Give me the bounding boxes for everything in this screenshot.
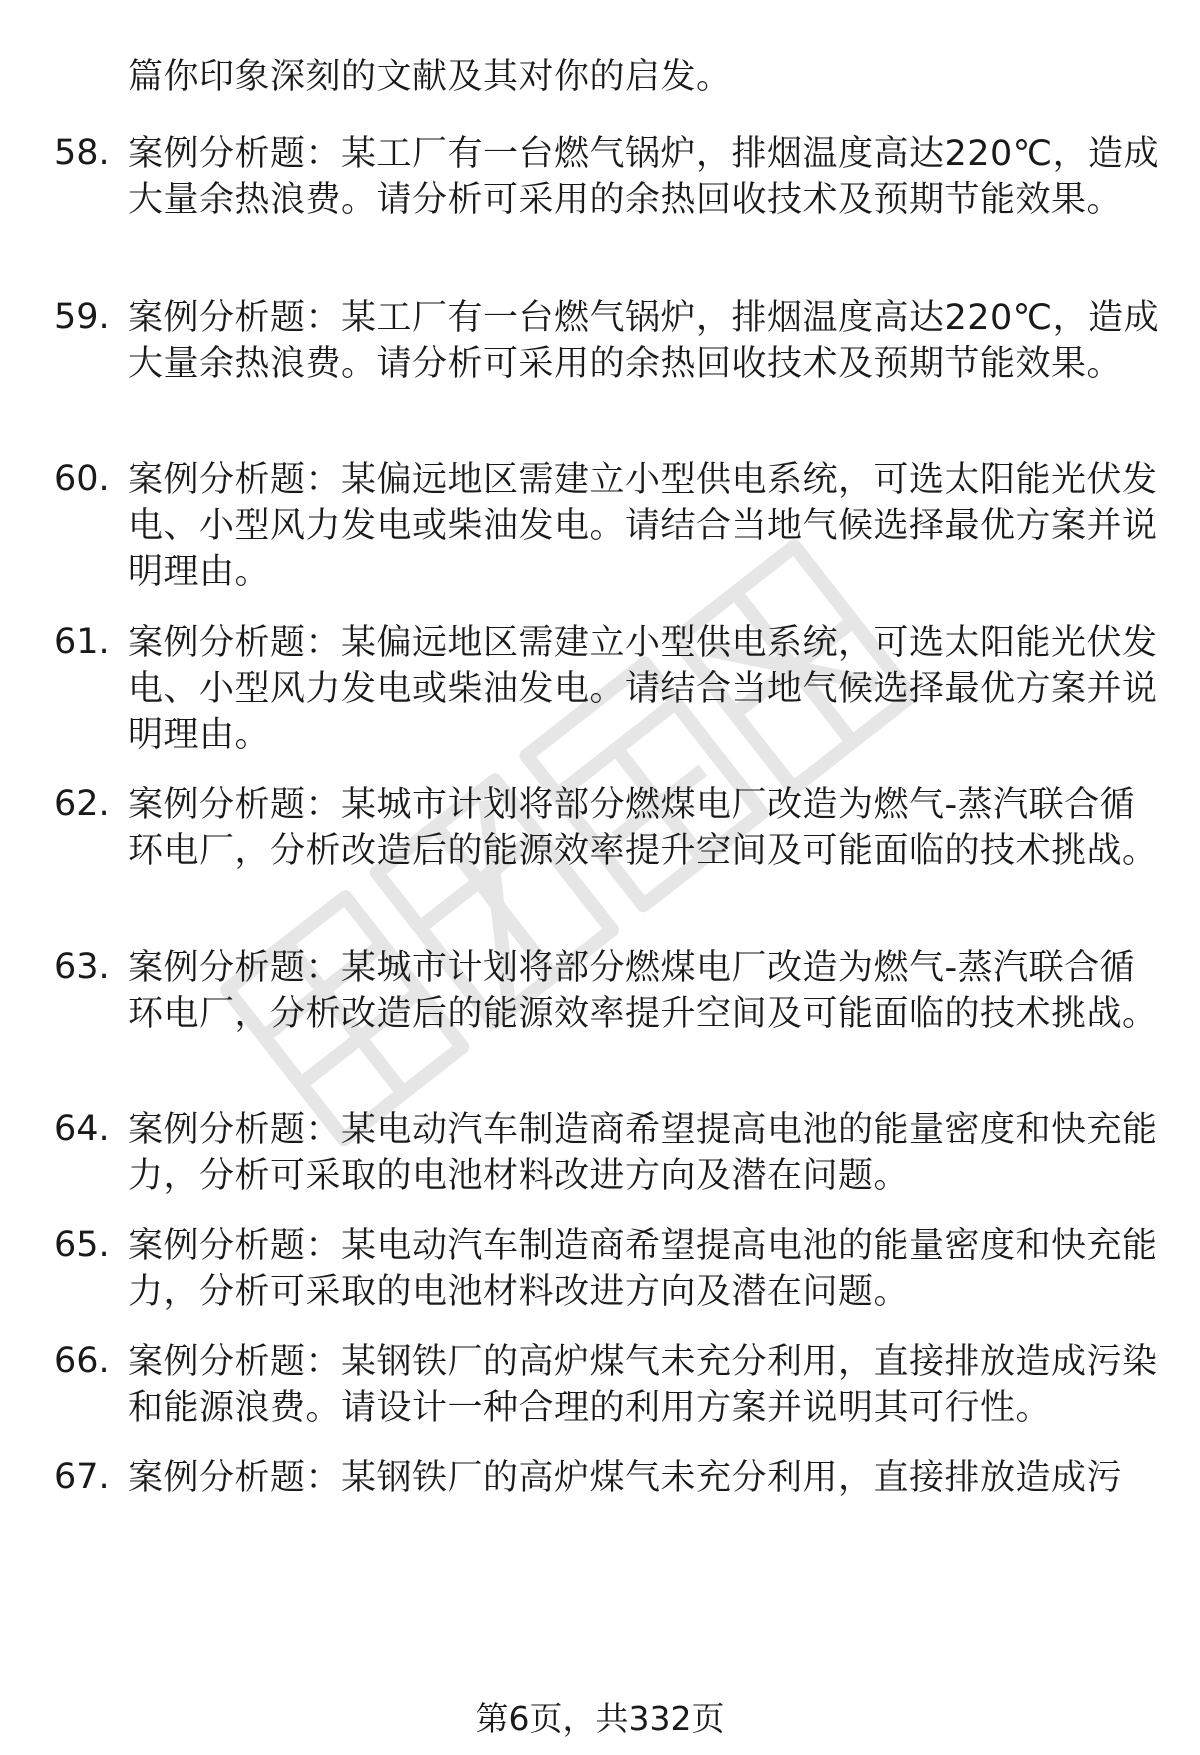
item-text: 案例分析题：某电动汽车制造商希望提高电池的能量密度和快充能力，分析可采取的电池材料改进方向及潜在问题。 — [128, 1110, 1158, 1196]
item-number: 64. — [54, 1109, 110, 1149]
item-text: 案例分析题：某工厂有一台燃气锅炉，排烟温度高达220℃，造成大量余热浪费。请分析可采用的余热回收技术及预期节能效果。 — [128, 134, 1160, 220]
item-number: 66. — [54, 1341, 110, 1381]
item-number: 61. — [54, 622, 110, 662]
page-footer: 第6页，共332页 — [475, 1699, 725, 1738]
item-number: 67. — [54, 1457, 110, 1497]
item-number: 65. — [54, 1225, 110, 1265]
item-text: 案例分析题：某城市计划将部分燃煤电厂改造为燃气-蒸汽联合循环电厂，分析改造后的能源效率提升空间及可能面临的技术挑战。 — [128, 785, 1158, 871]
item-number: 58. — [54, 133, 110, 173]
item-text: 案例分析题：某偏远地区需建立小型供电系统，可选太阳能光伏发电、小型风力发电或柴油发电。请结合当地气候选择最优方案并说明理由。 — [128, 460, 1158, 592]
item-number: 59. — [54, 297, 110, 337]
item-text: 案例分析题：某电动汽车制造商希望提高电池的能量密度和快充能力，分析可采取的电池材料改进方向及潜在问题。 — [128, 1226, 1158, 1312]
item-text: 案例分析题：某偏远地区需建立小型供电系统，可选太阳能光伏发电、小型风力发电或柴油发电。请结合当地气候选择最优方案并说明理由。 — [128, 623, 1158, 755]
item-text: 案例分析题：某钢铁厂的高炉煤气未充分利用，直接排放造成污 — [128, 1458, 1123, 1498]
item-number: 63. — [54, 947, 110, 987]
leading-text-line: 篇你印象深刻的文献及其对你的启发。 — [128, 57, 732, 97]
item-text: 案例分析题：某工厂有一台燃气锅炉，排烟温度高达220℃，造成大量余热浪费。请分析可采用的余热回收技术及预期节能效果。 — [128, 298, 1160, 384]
item-text: 案例分析题：某钢铁厂的高炉煤气未充分利用，直接排放造成污染和能源浪费。请设计一种合理的利用方案并说明其可行性。 — [128, 1342, 1158, 1428]
item-text: 案例分析题：某城市计划将部分燃煤电厂改造为燃气-蒸汽联合循环电厂，分析改造后的能源效率提升空间及可能面临的技术挑战。 — [128, 948, 1158, 1034]
item-number: 60. — [54, 459, 110, 499]
item-number: 62. — [54, 784, 110, 824]
